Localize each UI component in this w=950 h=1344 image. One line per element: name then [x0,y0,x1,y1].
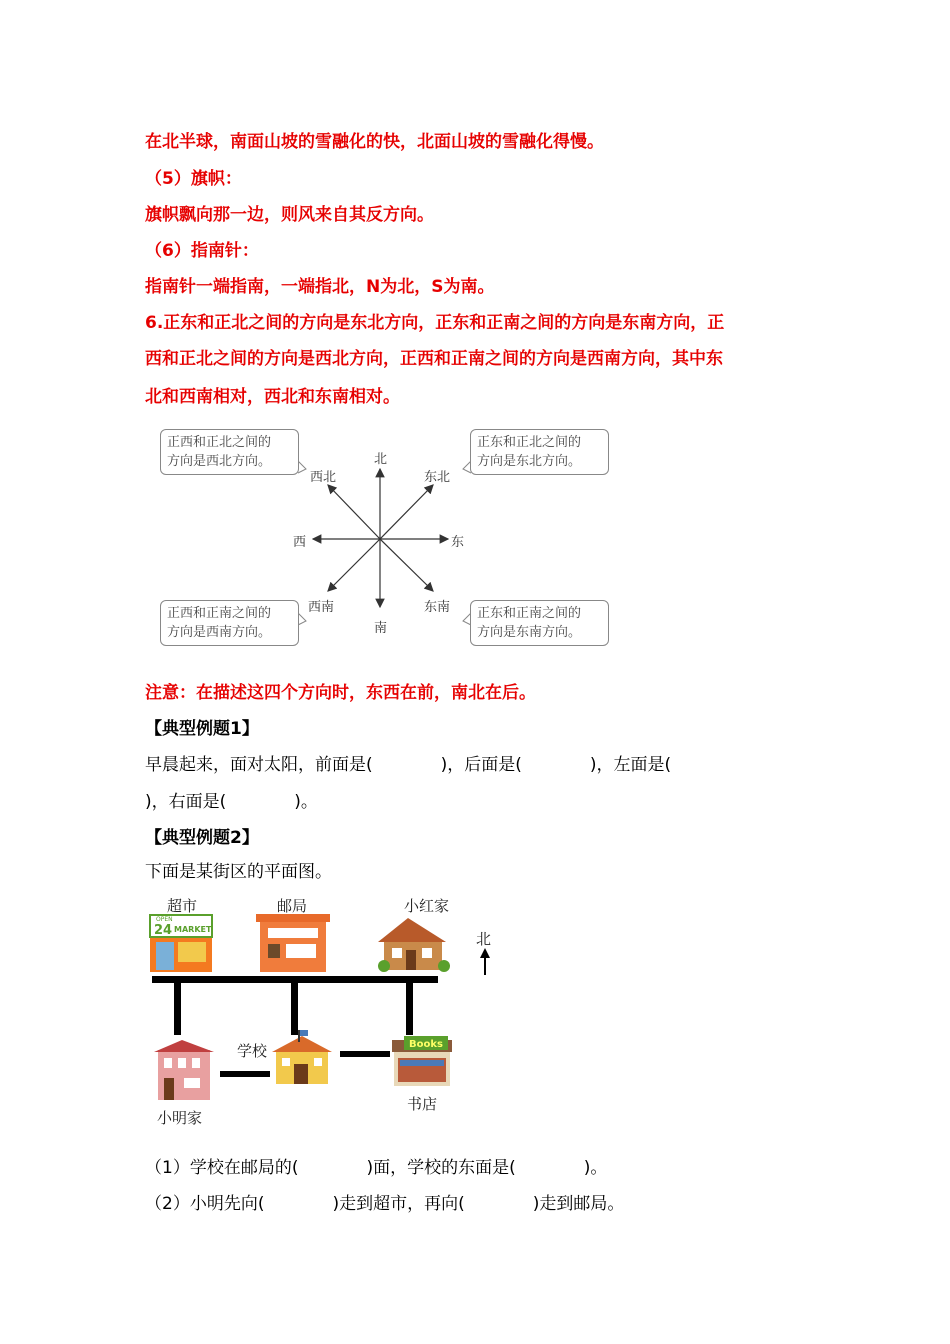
example1-question-line2: )，右面是( )。 [145,792,318,812]
label-north: 北 [374,452,388,467]
example2-intro: 下面是某街区的平面图。 [145,862,332,882]
text-line-6: 6.正东和正北之间的方向是东北方向，正东和正南之间的方向是东南方向，正 [145,313,725,333]
example2-question1: （1）学校在邮局的( )面，学校的东面是( )。 [145,1158,608,1178]
bubble-northeast [470,429,609,475]
bubble-northeast-line2: 方向是东北方向。 [477,454,582,469]
bubble-southwest [160,600,299,646]
label-northwest: 西北 [310,470,337,485]
text-line-4: （6）指南针： [145,241,259,261]
school-icon [272,1030,332,1084]
bubble-southeast-line2: 方向是东南方向。 [477,625,582,640]
market-sign-24: 24 [154,923,173,938]
label-bookstore: 书店 [407,1095,438,1113]
label-northeast: 东北 [424,470,451,485]
street-map-drawing [140,890,520,1140]
text-line-3: 旗帜飘向那一边，则风来自其反方向。 [145,205,434,225]
north-arrow-icon [480,948,490,975]
label-school: 学校 [237,1042,268,1060]
text-line-2: （5）旗帜： [145,169,242,189]
example1-question-line1: 早晨起来，面对太阳，前面是( )，后面是( )，左面是( [145,755,672,775]
bubble-southwest-line1: 正西和正南之间的 [167,606,272,621]
example2-question2: （2）小明先向( )走到超市，再向( )走到邮局。 [145,1194,625,1214]
bubble-southwest-line2: 方向是西南方向。 [167,625,272,640]
xiaohong-home-icon [378,918,450,972]
label-west: 西 [293,535,307,550]
example2-title: 【典型例题2】 [145,828,259,848]
text-line-8: 北和西南相对，西北和东南相对。 [145,387,400,407]
supermarket-icon [150,915,212,972]
note-line: 注意：在描述这四个方向时，东西在前，南北在后。 [145,683,536,703]
bubble-northwest-line1: 正西和正北之间的 [167,435,272,450]
label-supermarket: 超市 [167,897,198,915]
label-xiaohong-home: 小红家 [404,897,450,915]
label-south: 南 [374,621,388,636]
xiaoming-home-icon [154,1040,214,1100]
street-map [140,890,520,1140]
bubble-northwest [160,429,299,475]
label-xiaoming-home: 小明家 [157,1109,203,1127]
bookstore-icon [392,1036,452,1086]
label-east: 东 [451,535,465,550]
books-sign: Books [409,1039,443,1050]
bubble-southeast-line1: 正东和正南之间的 [477,606,582,621]
text-line-5: 指南针一端指南，一端指北，N为北，S为南。 [145,277,495,297]
text-line-1: 在北半球，南面山坡的雪融化的快，北面山坡的雪融化得慢。 [145,132,604,152]
label-north: 北 [476,930,492,948]
text-line-7: 西和正北之间的方向是西北方向，正西和正南之间的方向是西南方向，其中东 [145,349,723,369]
direction-diagram [158,425,608,655]
bubble-southeast [470,600,609,646]
bubble-northwest-line2: 方向是西北方向。 [167,454,272,469]
label-southwest: 西南 [308,600,335,615]
label-post-office: 邮局 [277,897,308,915]
label-southeast: 东南 [424,600,451,615]
market-sign-open: OPEN [156,916,173,923]
post-office-icon [256,914,330,972]
market-sign-text: MARKET [174,925,212,934]
example1-title: 【典型例题1】 [145,719,259,739]
bubble-northeast-line1: 正东和正北之间的 [477,435,582,450]
